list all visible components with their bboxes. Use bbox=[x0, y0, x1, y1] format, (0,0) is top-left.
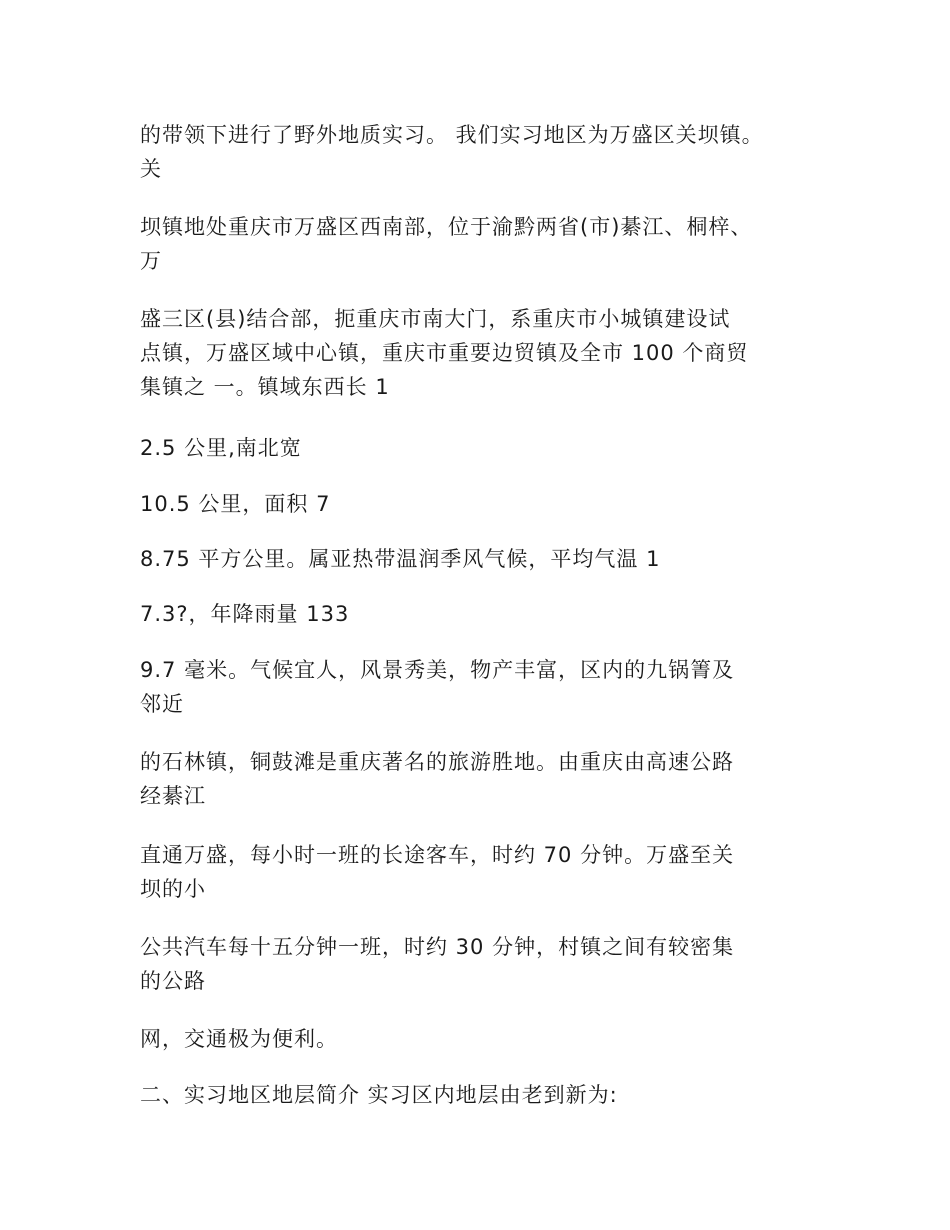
text-line: 网，交通极为便利。 bbox=[140, 1027, 338, 1051]
text-line: 7.3?，年降雨量 133 bbox=[140, 602, 350, 626]
text-line: 公共汽车每十五分钟一班，时约 30 分钟，村镇之间有较密集 bbox=[140, 935, 735, 959]
text-line: 集镇之 一。镇域东西长 1 bbox=[140, 375, 390, 399]
section-heading bbox=[140, 1078, 830, 1112]
text-line: 邻近 bbox=[140, 692, 184, 716]
text-line: 的带领下进行了野外地质实习。 我们实习地区为万盛区关坝镇。 bbox=[140, 123, 764, 147]
text-line: 2.5 公里,南北宽 bbox=[140, 436, 302, 460]
text-line: 的公路 bbox=[140, 969, 206, 993]
text-line: 的石林镇，铜鼓滩是重庆著名的旅游胜地。由重庆由高速公路 bbox=[140, 750, 734, 774]
paragraph bbox=[140, 653, 830, 721]
paragraph bbox=[140, 597, 830, 631]
text-line: 9.7 毫米。气候宜人，风景秀美，物产丰富，区内的九锅箐及 bbox=[140, 658, 735, 682]
paragraph bbox=[140, 210, 830, 278]
paragraph bbox=[140, 118, 830, 186]
text-line: 8.75 平方公里。属亚热带温润季风气候，平均气温 1 bbox=[140, 547, 661, 571]
text-line: 坝的小 bbox=[140, 877, 206, 901]
paragraph bbox=[140, 745, 830, 813]
text-line: 10.5 公里，面积 7 bbox=[140, 492, 331, 516]
paragraph bbox=[140, 302, 830, 404]
text-line: 经綦江 bbox=[140, 784, 206, 808]
paragraph bbox=[140, 487, 830, 521]
text-line: 坝镇地处重庆市万盛区西南部，位于渝黔两省(市)綦江、桐梓、 bbox=[140, 215, 753, 239]
text-line: 点镇，万盛区域中心镇，重庆市重要边贸镇及全市 100 个商贸 bbox=[140, 341, 749, 365]
text-line: 万 bbox=[140, 249, 162, 273]
paragraph bbox=[140, 1022, 830, 1056]
text-line: 盛三区(县)结合部，扼重庆市南大门，系重庆市小城镇建设试 bbox=[140, 307, 731, 331]
text-line: 直通万盛，每小时一班的长途客车，时约 70 分钟。万盛至关 bbox=[140, 843, 735, 867]
paragraph bbox=[140, 431, 830, 465]
paragraph bbox=[140, 930, 830, 998]
paragraph bbox=[140, 838, 830, 906]
paragraph bbox=[140, 542, 830, 576]
text-line: 关 bbox=[140, 157, 162, 181]
text-line: 二、实习地区地层简介 实习区内地层由老到新为: bbox=[140, 1083, 618, 1107]
